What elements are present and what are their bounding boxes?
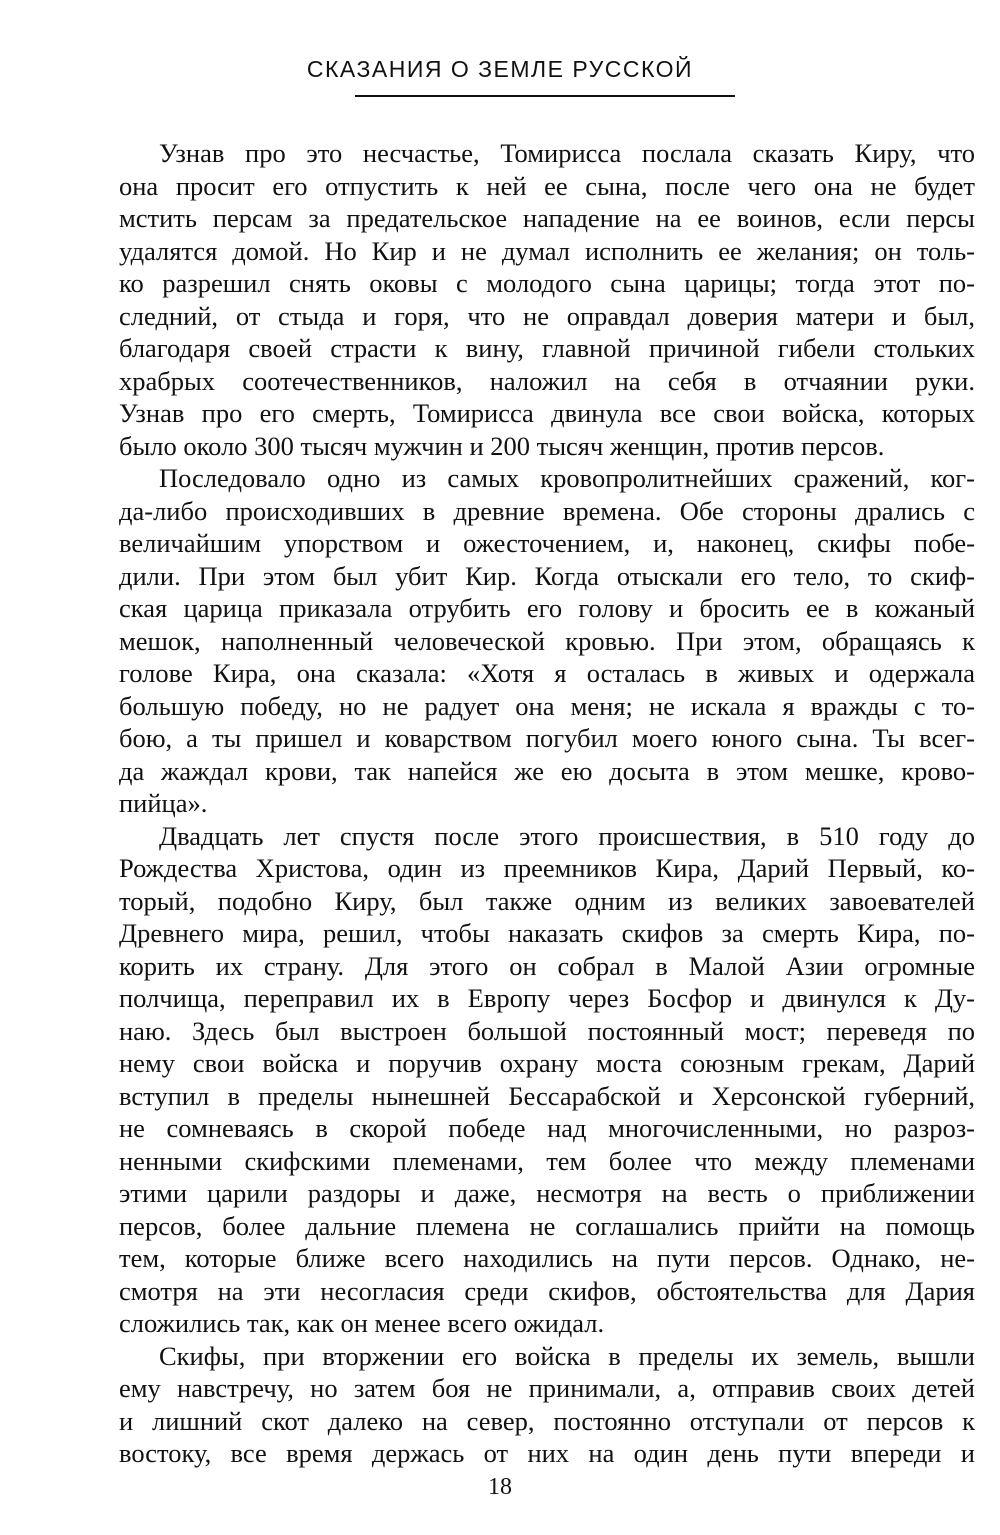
text-line: следний, от стыда и горя, что не оправдал доверия матери и был,: [119, 300, 975, 331]
text-line: корить их страну. Для этого он собрал в Малой Азии огромные: [119, 950, 975, 981]
text-line: бою, а ты пришел и коварством погубил моего юного сына. Ты всег-: [119, 723, 975, 753]
text-line: дили. При этом был убит Кир. Когда отыскали его тело, то скиф-: [119, 560, 975, 591]
text-line: Последовало одно из самых кровопролитнейших сражений, ког-: [159, 463, 975, 493]
body-text: [119, 137, 975, 1470]
text-line: и лишний скот далеко на север, постоянно отступали от персов к: [119, 1405, 975, 1436]
text-line: величайшим упорством и ожесточением, и, наконец, скифы побе-: [119, 528, 975, 558]
text-line: вступил в пределы нынешней Бессарабской и Херсонской губерний,: [119, 1080, 975, 1111]
header-rule: [355, 95, 735, 97]
text-line: сложились так, как он менее всего ожидал.: [119, 1308, 605, 1338]
text-line: Двадцать лет спустя после этого происшествия, в 510 году до: [159, 820, 975, 851]
text-line: было около 300 тысяч мужчин и 200 тысяч женщин, против персов.: [119, 430, 885, 461]
text-line: большую победу, но не радует она меня; не искала я вражды с то-: [119, 690, 975, 721]
text-line: да жаждал крови, так напейся же ею досыта в этом мешке, крово-: [119, 755, 975, 786]
text-line: да-либо происходивших в древние времена. Обе стороны дрались с: [119, 495, 975, 526]
text-line: тем, которые ближе всего находились на пути персов. Однако, не-: [119, 1243, 975, 1273]
text-line: ко разрешил снять оковы с молодого сына царицы; тогда этот по-: [119, 268, 975, 298]
text-line: Узнав про это несчастье, Томирисса послала сказать Киру, что: [159, 138, 975, 168]
text-line: торый, подобно Киру, был также одним из великих завоевателей: [119, 885, 975, 916]
text-line: Узнав про его смерть, Томирисса двинула все свои войска, которых: [119, 398, 975, 428]
text-line: Рождества Христова, один из преемников Кира, Дарий Первый, ко-: [119, 853, 975, 883]
running-head-title: СКАЗАНИЯ О ЗЕМЛЕ РУССКОЙ: [306, 56, 694, 82]
text-line: благодаря своей страсти к вину, главной причиной гибели стольких: [119, 333, 975, 363]
text-line: смотря на эти несогласия среди скифов, обстоятельства для Дария: [119, 1275, 975, 1306]
text-line: ская царица приказала отрубить его голову и бросить ее в кожаный: [119, 593, 975, 623]
text-line: персов, более дальние племена не соглашались прийти на помощь: [119, 1210, 975, 1241]
text-line: голове Кира, она сказала: «Хотя я осталась в живых и одержала: [119, 658, 975, 688]
text-line: она просит его отпустить к ней ее сына, после чего она не будет: [119, 170, 975, 201]
text-line: пийца».: [119, 788, 208, 818]
text-line: наю. Здесь был выстроен большой постоянный мост; переведя по: [119, 1015, 975, 1046]
text-line: ненными скифскими племенами, тем более что между племенами: [119, 1145, 975, 1176]
text-line: мешок, наполненный человеческой кровью. При этом, обращаясь к: [119, 625, 975, 656]
text-line: нему свои войска и поручив охрану моста союзным грекам, Дарий: [119, 1048, 975, 1078]
page-number: 18: [488, 1474, 512, 1500]
text-line: полчища, переправил их в Европу через Босфор и двинулся к Ду-: [119, 983, 975, 1013]
text-line: востоку, все время держась от них на один день пути впереди и: [119, 1438, 975, 1468]
text-line: Древнего мира, решил, чтобы наказать скифов за смерть Кира, по-: [119, 918, 975, 948]
text-line: Скифы, при вторжении его войска в пределы их земель, вышли: [159, 1340, 975, 1371]
text-line: ему навстречу, но затем боя не принимали, а, отправив своих детей: [119, 1373, 975, 1403]
text-line: не сомневаясь в скорой победе над многочисленными, но разроз-: [119, 1113, 975, 1143]
text-line: удалятся домой. Но Кир и не думал исполнить ее желания; он толь-: [119, 235, 975, 266]
text-line: этими царили раздоры и даже, несмотря на весть о приближении: [119, 1178, 975, 1208]
text-line: мстить персам за предательское нападение на ее воинов, если персы: [119, 203, 975, 233]
text-line: храбрых соотечественников, наложил на себя в отчаянии руки.: [119, 365, 975, 396]
